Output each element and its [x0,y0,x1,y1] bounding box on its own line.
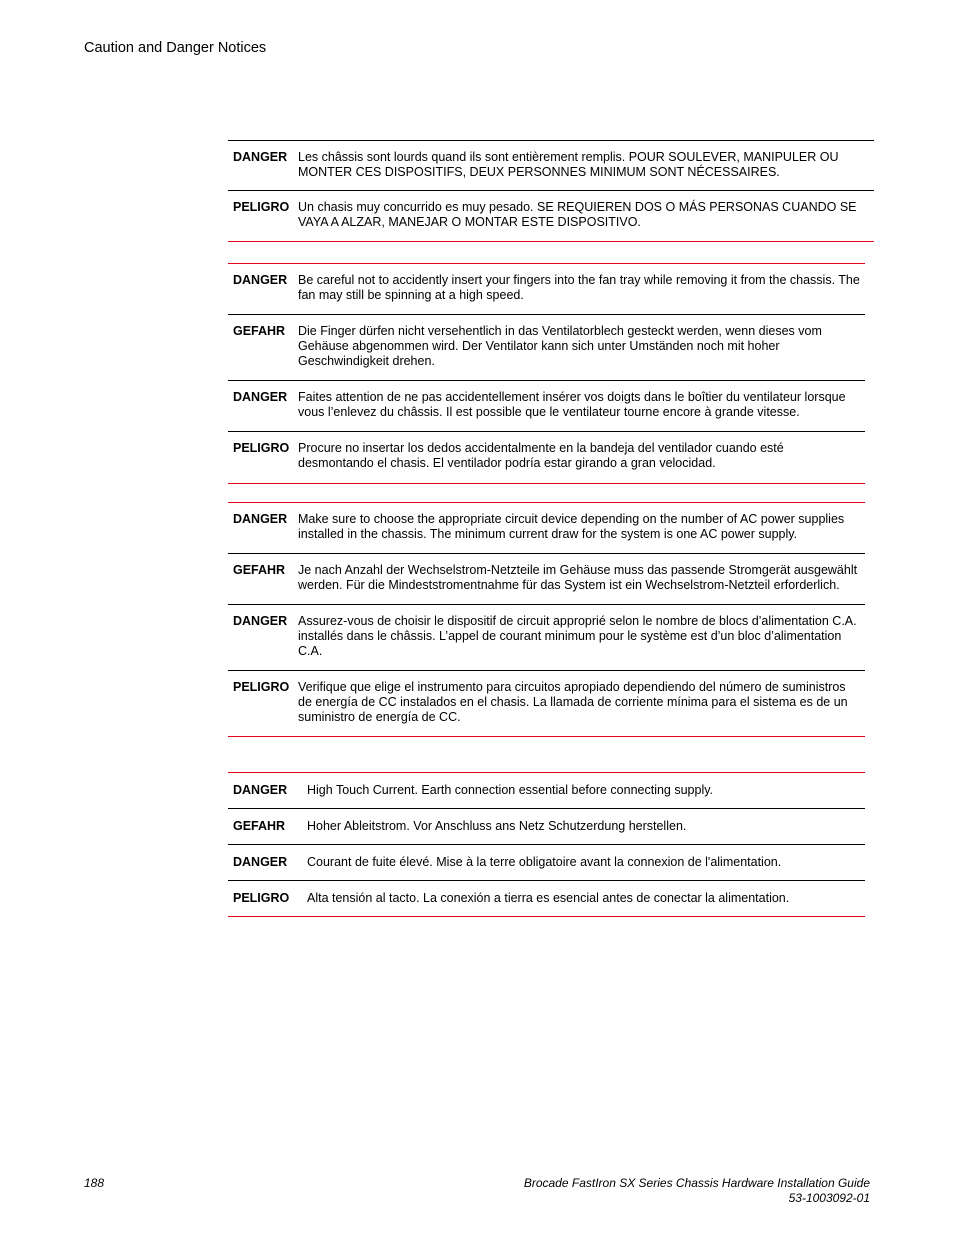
notice-row [228,881,865,917]
notice-label: GEFAHR [233,819,286,833]
notice-table-touch-current [228,772,865,917]
footer-doc-info [524,1176,870,1206]
notice-row [228,264,865,315]
notice-row [228,141,874,191]
notice-text: Faites attention de ne pas accidentellement insérer vos doigts dans le boîtier du ventilateur lorsque vous l’enlevez du châssis. Il est possible que le ventilateur tourne encore à grande vitesse. [298,390,846,419]
notice-text: Procure no insertar los dedos accidentalmente en la bandeja del ventilador cuando esté desmontando el chasis. El ventilador podría estar girando a gran velocidad. [298,441,784,470]
notice-row [228,554,865,605]
notice-table-circuit-device [228,502,865,737]
notice-row [228,315,865,381]
notice-label: DANGER [233,150,288,164]
section-title: Caution and Danger Notices [84,40,267,56]
notice-text: High Touch Current. Earth connection essential before connecting supply. [307,783,714,797]
notice-label: DANGER [233,273,288,287]
notice-label: PELIGRO [233,891,290,905]
notice-row [228,503,865,554]
doc-title: Brocade FastIron SX Series Chassis Hardware Installation Guide [523,1176,870,1190]
notice-label: PELIGRO [233,441,290,455]
notice-text: Un chasis muy concurrido es muy pesado. SE REQUIEREN DOS O MÁS PERSONAS CUANDO SE VAYA A ALZAR, MANEJAR O MONTAR ESTE DISPOSITIVO. [298,200,857,229]
notice-label: GEFAHR [233,563,286,577]
notice-row [228,671,865,737]
notice-row [228,773,865,809]
notice-label: PELIGRO [233,680,290,694]
notice-table-chassis-weight [228,140,874,242]
notice-label: GEFAHR [233,324,286,338]
notice-table-fan-tray [228,263,865,484]
notice-text: Hoher Ableitstrom. Vor Anschluss ans Netz Schutzerdung herstellen. [307,819,687,833]
notice-text: Make sure to choose the appropriate circuit device depending on the number of AC power supplies installed in the chassis. The minimum current draw for the system is one AC power supply. [298,512,845,541]
notice-label: DANGER [233,855,288,869]
notice-text: Je nach Anzahl der Wechselstrom-Netzteile im Gehäuse muss das passende Stromgerät ausgewählt werden. Für die Mindeststromentnahme für das System ist ein Wechselstrom-Netzteil erforderlich. [298,563,858,592]
doc-number: 53-1003092-01 [788,1191,870,1205]
notice-row [228,432,865,484]
notice-text: Alta tensión al tacto. La conexión a tierra es esencial antes de conectar la alimentation. [307,891,790,905]
notice-row [228,845,865,881]
notice-text: Be careful not to accidently insert your fingers into the fan tray while removing it from the chassis. The fan may still be spinning at a high speed. [298,273,860,302]
notice-label: DANGER [233,390,288,404]
notice-label: DANGER [233,614,288,628]
notice-text: Assurez-vous de choisir le dispositif de circuit approprié selon le nombre de blocs d’alimentation C.A. installés dans le châssis. L’appel de courant minimum pour le système est d’un bloc d’alimentation C.A. [298,614,857,658]
notice-row [228,381,865,432]
notice-text: Die Finger dürfen nicht versehentlich in das Ventilatorblech gesteckt werden, wenn dieses vom Gehäuse abgenommen wird. Der Ventilator kann sich unter Umständen noch mit hoher Geschwindigkeit drehen. [298,324,822,368]
notice-row [228,809,865,845]
notice-label: PELIGRO [233,200,290,214]
notice-text: Courant de fuite élevé. Mise à la terre obligatoire avant la connexion de l'alimentation. [307,855,782,869]
notice-text: Les châssis sont lourds quand ils sont entièrement remplis. POUR SOULEVER, MANIPULER OU MONTER CES DISPOSITIFS, DEUX PERSONNES MINIMUM SONT NÉCESSAIRES. [298,150,839,179]
notice-row [228,191,874,242]
notice-row [228,605,865,671]
page-number: 188 [84,1176,105,1190]
notice-label: DANGER [233,783,288,797]
notice-label: DANGER [233,512,288,526]
notice-text: Verifique que elige el instrumento para circuitos apropiado dependiendo del número de suministros de energía de CC instalados en el chasis. La llamada de corriente mínima para el sistema es de un suministro de energía de CC. [298,680,848,724]
